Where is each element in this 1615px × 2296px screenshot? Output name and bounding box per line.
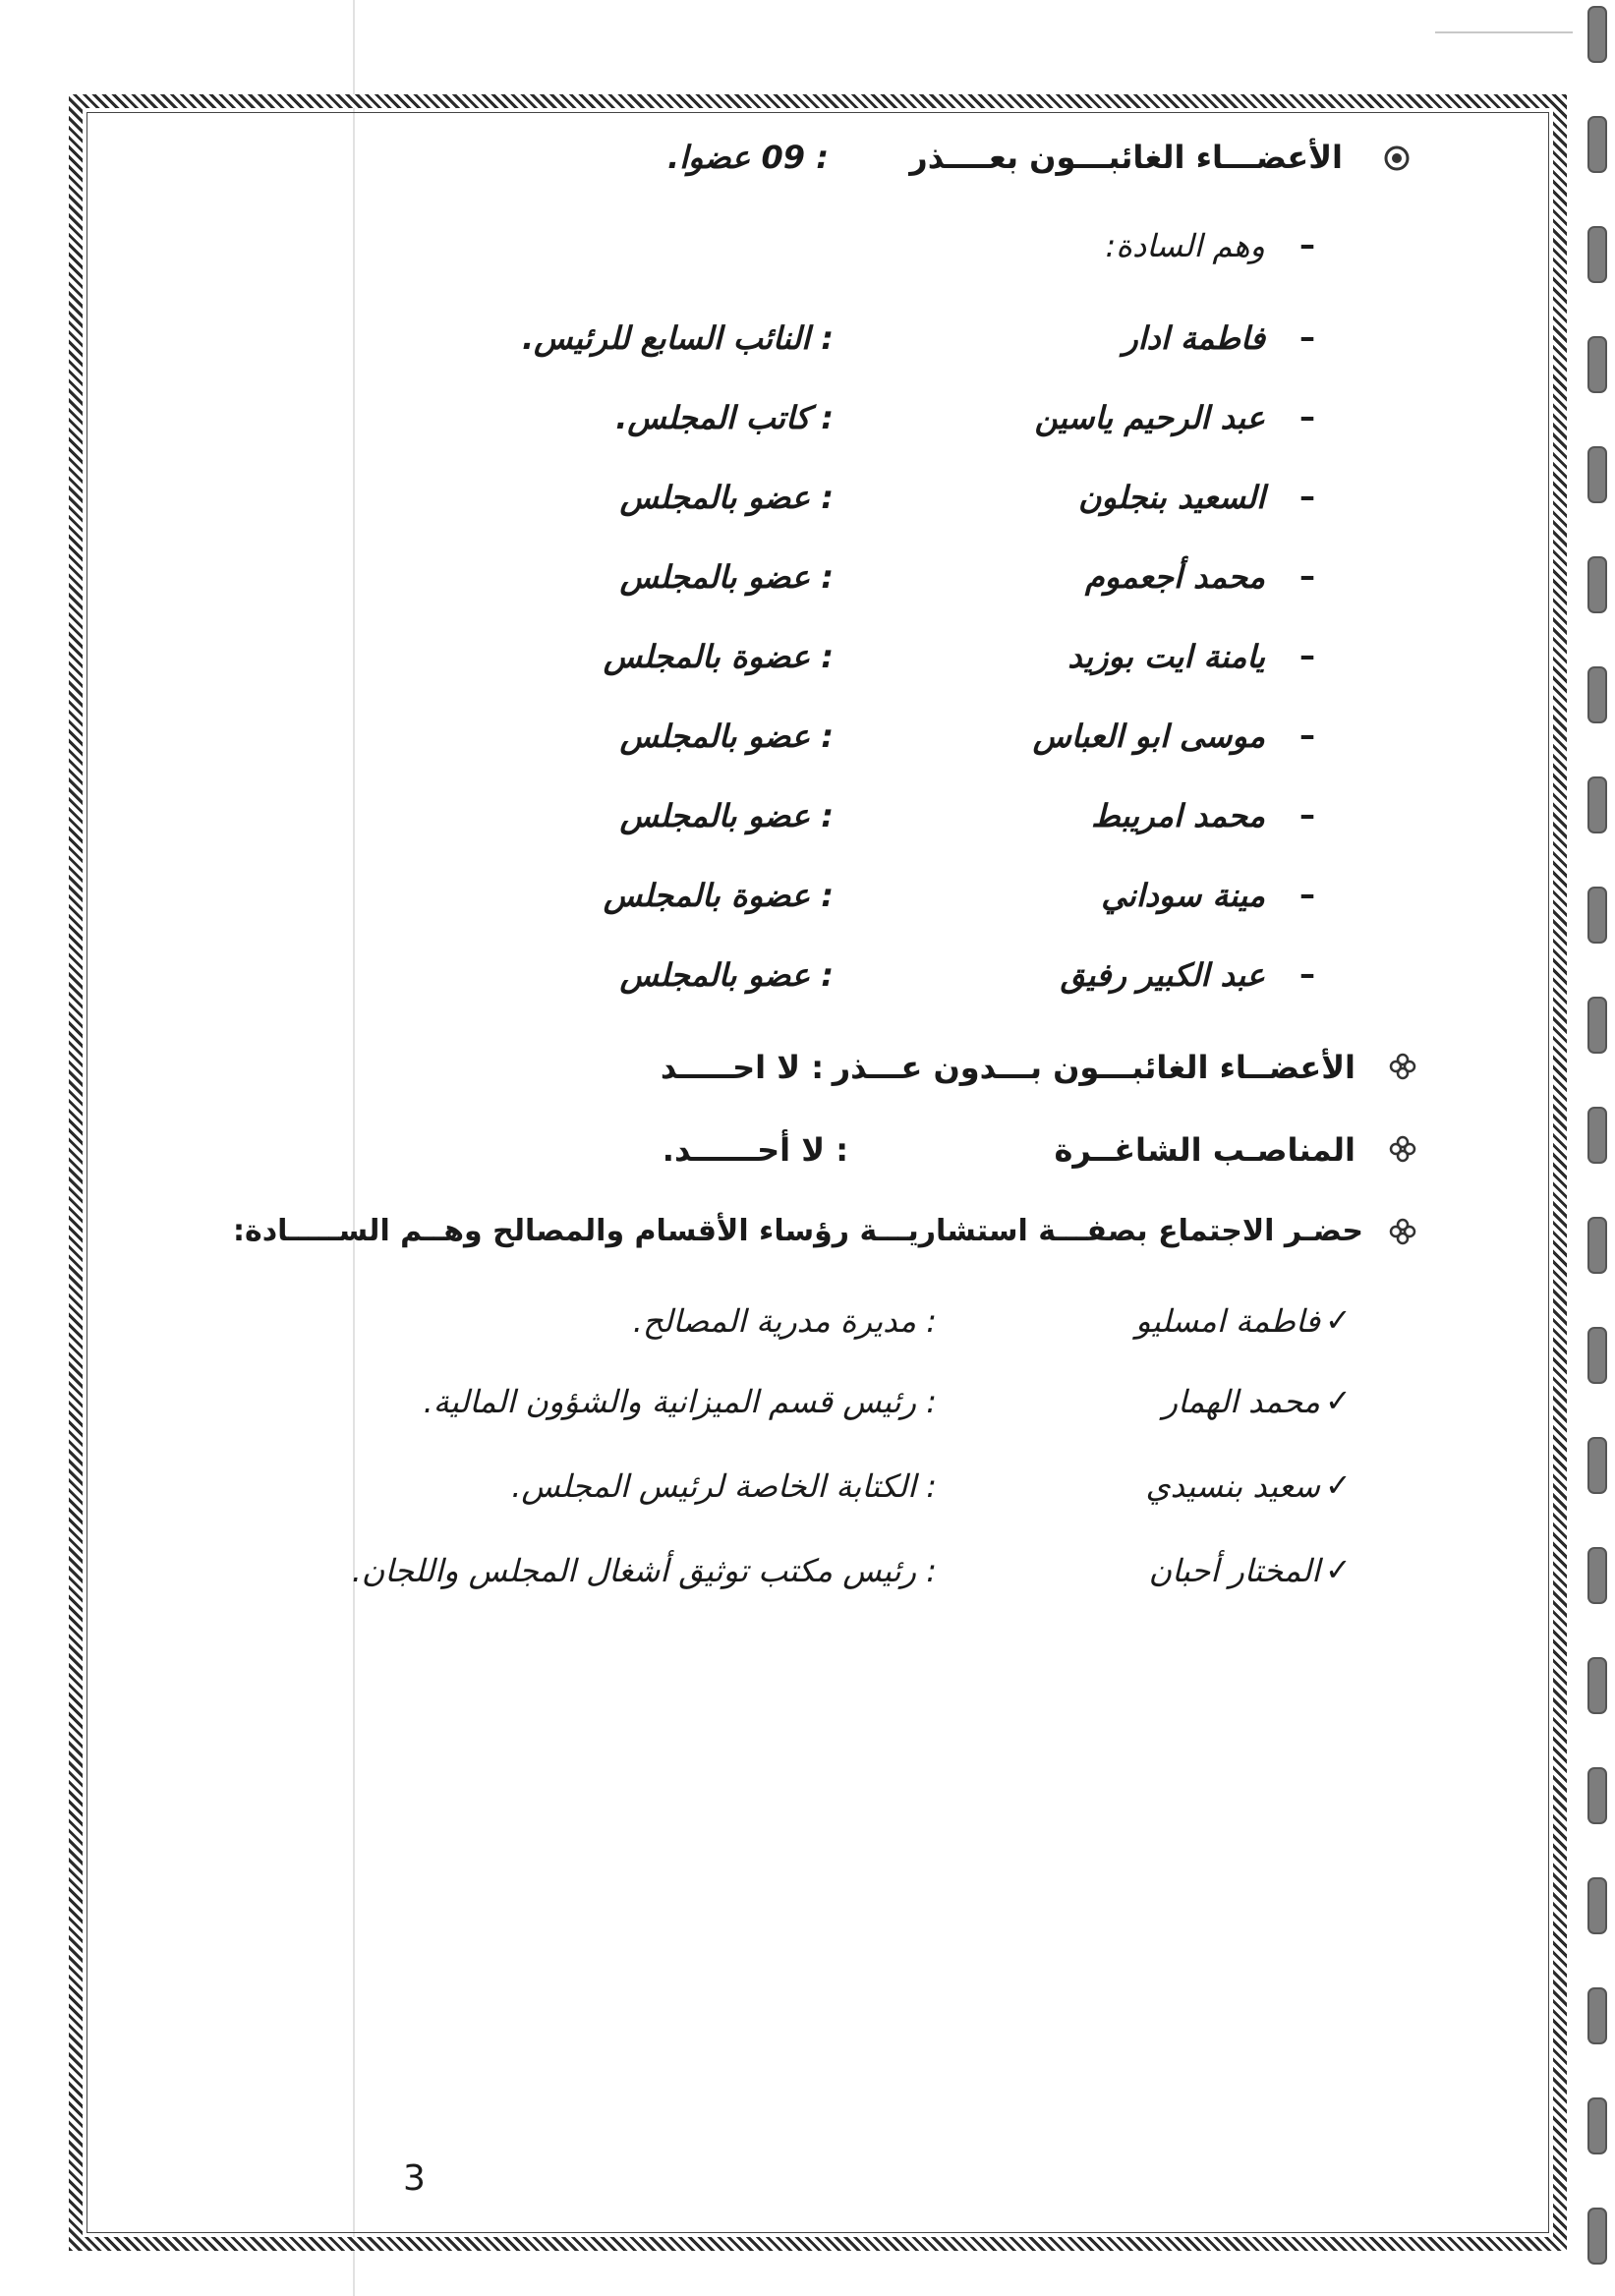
flower-bullet-icon: [1388, 1134, 1417, 1164]
member-name: محمد أجعموم: [1084, 558, 1265, 596]
check-mark-icon: ✓: [1325, 1551, 1352, 1588]
dash-bullet: –: [1299, 796, 1315, 833]
absent-member-row: [0, 555, 1615, 624]
advisor-row: [0, 1299, 1615, 1368]
vacant-positions-value: : لا أحــــــد.: [662, 1131, 848, 1169]
advisors-row: [0, 1211, 1615, 1280]
member-name: فاطمة ادار: [1123, 319, 1265, 357]
member-name: مينة سوداني: [1101, 877, 1265, 914]
dash-bullet: –: [1299, 876, 1315, 913]
member-role: : عضو بالمجلس: [619, 479, 834, 516]
member-name: عبد الرحيم ياسين: [1034, 399, 1265, 436]
absent-with-excuse-count: : 09 عضوا.: [666, 139, 829, 176]
check-mark-icon: ✓: [1325, 1382, 1352, 1419]
dash-bullet: –: [1299, 637, 1315, 674]
absent-member-row: [0, 316, 1615, 385]
dash-bullet: –: [1299, 318, 1315, 356]
dash-bullet: –: [1299, 955, 1315, 993]
binding-ring: [1587, 2097, 1607, 2154]
advisor-name: محمد الهمار: [1162, 1383, 1320, 1420]
advisor-name: سعيد بنسيدي: [1145, 1467, 1320, 1505]
flower-bullet-icon: [1388, 1217, 1417, 1246]
binding-ring: [1587, 2208, 1607, 2265]
member-role: : عضو بالمجلس: [619, 956, 834, 994]
absent-member-row: [0, 794, 1615, 863]
binding-ring: [1587, 6, 1607, 63]
absent-member-row: [0, 396, 1615, 465]
intro-row: [0, 224, 1615, 293]
member-name: السعيد بنجلون: [1077, 479, 1265, 516]
member-role: : النائب السابع للرئيس.: [522, 319, 834, 357]
binding-ring: [1587, 1657, 1607, 1714]
advisor-role: : مديرة مدرية المصالح.: [632, 1302, 937, 1340]
absent-without-excuse-value: : لا احـــــد: [660, 1049, 824, 1086]
absent-member-row: [0, 953, 1615, 1022]
binding-ring: [1587, 1987, 1607, 2044]
member-role: : عضوة بالمجلس: [603, 877, 834, 914]
advisor-row: [0, 1380, 1615, 1449]
check-mark-icon: ✓: [1325, 1301, 1352, 1339]
absent-member-row: [0, 874, 1615, 943]
member-name: موسى ابو العباس: [1032, 718, 1265, 755]
dash-bullet: –: [1299, 557, 1315, 595]
intro-text: وهم السادة:: [1105, 227, 1265, 264]
check-mark-icon: ✓: [1325, 1466, 1352, 1504]
advisors-label: حضـر الاجتماع بصفـــة استشاريـــة رؤساء الأقسام والمصالح وهــم الســـــادة:: [233, 1214, 1363, 1248]
dash-bullet: –: [1299, 478, 1315, 515]
absent-member-row: [0, 476, 1615, 545]
advisor-name: المختار أحبان: [1148, 1552, 1320, 1589]
member-name: يامنة ايت بوزيد: [1067, 638, 1265, 675]
flower-bullet-icon: [1388, 1052, 1417, 1081]
member-role: : عضو بالمجلس: [619, 558, 834, 596]
member-role: : كاتب المجلس.: [615, 399, 834, 436]
vacant-positions-row: [0, 1128, 1615, 1197]
member-role: : عضوة بالمجلس: [603, 638, 834, 675]
dash-bullet: –: [1299, 717, 1315, 754]
binding-ring: [1587, 1767, 1607, 1824]
page-number: 3: [403, 2158, 426, 2199]
advisor-role: : الكتابة الخاصة لرئيس المجلس.: [511, 1467, 937, 1505]
dash-bullet: –: [1299, 398, 1315, 435]
advisor-row: [0, 1549, 1615, 1618]
flower-bullet-icon: [1382, 144, 1412, 173]
absent-with-excuse-row: [0, 136, 1615, 204]
member-role: : عضو بالمجلس: [619, 718, 834, 755]
member-name: عبد الكبير رفيق: [1060, 956, 1265, 994]
vacant-positions-label: المناصـب الشاغــرة: [1054, 1131, 1355, 1169]
advisor-role: : رئيس قسم الميزانية والشؤون المالية.: [423, 1383, 937, 1420]
advisor-role: : رئيس مكتب توثيق أشغال المجلس واللجان.: [351, 1552, 937, 1589]
absent-member-row: [0, 715, 1615, 783]
absent-without-excuse-label: الأعضــاء الغائبـــون بـــدون عـــذر: [832, 1049, 1355, 1086]
absent-member-row: [0, 635, 1615, 704]
absent-without-excuse-row: [0, 1046, 1615, 1115]
top-rule: [1435, 31, 1573, 33]
member-role: : عضو بالمجلس: [619, 797, 834, 834]
dash-bullet: –: [1299, 226, 1315, 263]
absent-with-excuse-label: الأعضـــاء الغائبـــون بعــــذر: [909, 139, 1343, 176]
advisor-row: [0, 1464, 1615, 1533]
advisor-name: فاطمة امسليو: [1135, 1302, 1320, 1340]
member-name: محمد امريبط: [1091, 797, 1265, 834]
binding-ring: [1587, 1877, 1607, 1934]
